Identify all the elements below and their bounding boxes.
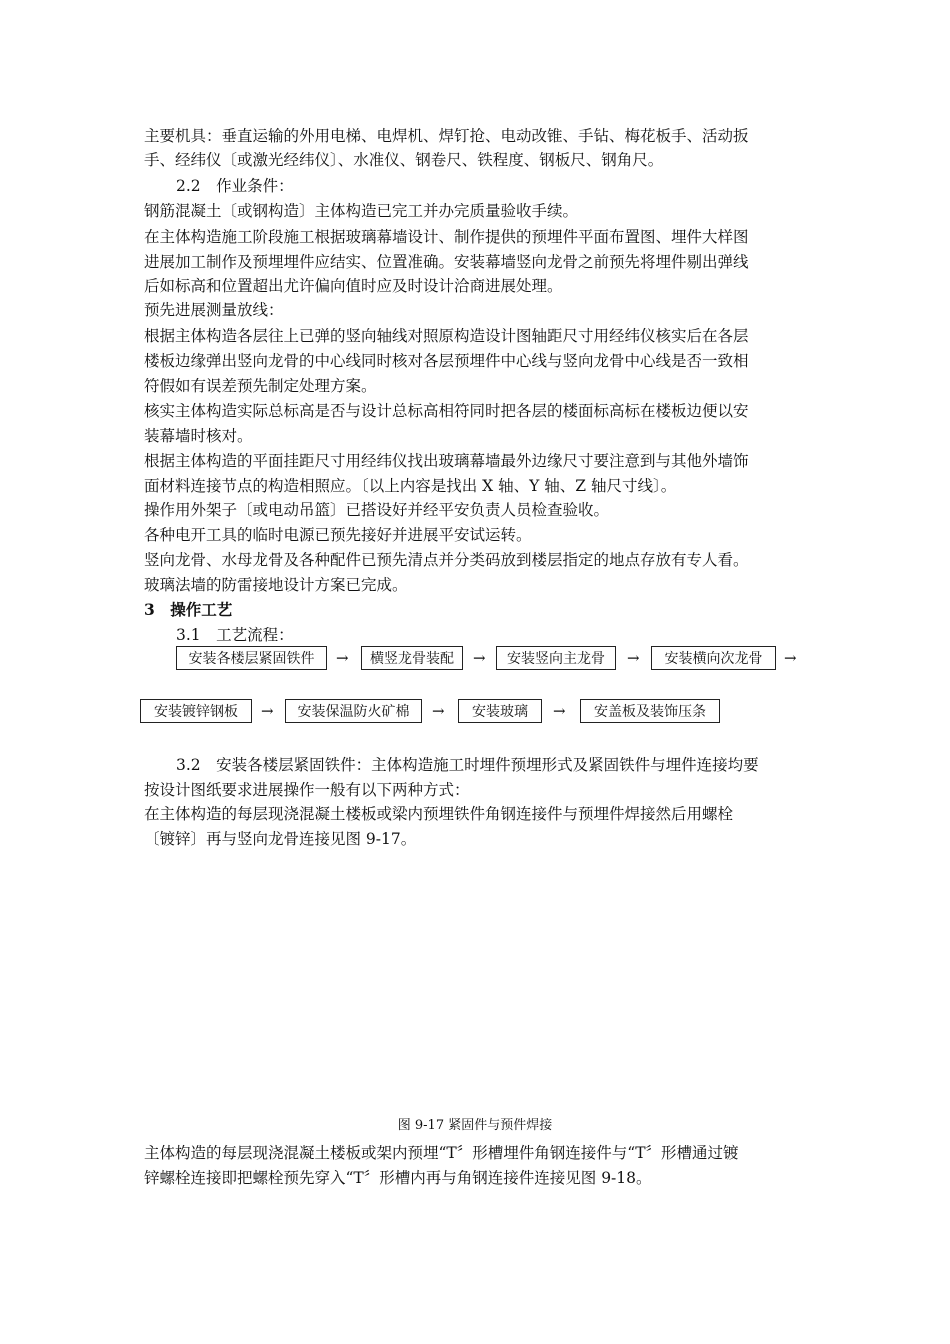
flow-arrow: → [432,702,445,720]
text-line: 锌螺栓连接即把螺栓预先穿入“T〞形槽内再与角钢连接件连接见图 9-18。 [144,1169,652,1187]
text-line: 各种电开工具的临时电源已预先接好并进展平安试运转。 [144,526,532,544]
text-line: 玻璃法墙的防雷接地设计方案已完成。 [144,576,408,594]
flow-step-box: 安装镀锌钢板 [140,699,252,723]
flow-arrow: → [473,649,486,667]
text-line: 手、经纬仪〔或激光经纬仪〕、水准仪、钢卷尺、铁程度、钢板尺、钢角尺。 [144,151,664,169]
flow-step-box: 安装保温防火矿棉 [285,699,422,723]
text-line: 主体构造的每层现浇混凝土楼板或架内预埋“T〞形槽埋件角钢连接件与“T〞形槽通过镀 [144,1144,739,1162]
text-line: 操作用外架子〔或电动吊篮〕已搭设好并经平安负责人员检查验收。 [144,501,610,519]
flow-step-box: 安装竖向主龙骨 [496,646,616,670]
figure-caption: 图 9-17 紧固件与预件焊接 [397,1118,553,1133]
flow-arrow: → [553,702,566,720]
text-line: 面材料连接节点的构造相照应。〔以上内容是找出 X 轴、Y 轴、Z 轴尺寸线〕。 [144,477,677,495]
flow-step-box: 安装各楼层紧固铁件 [176,646,327,670]
text-line: 装幕墙时核对。 [144,427,253,445]
text-line: 后如标高和位置超出尤许偏向值时应及时设计洽商进展处理。 [144,277,563,295]
section-heading: 2.2 作业条件： [176,177,294,195]
text-line: 根据主体构造的平面挂距尺寸用经纬仪找出玻璃幕墙最外边缘尺寸要注意到与其他外墙饰 [144,452,749,470]
section-heading: 3.1 工艺流程： [176,626,294,644]
flow-arrow: → [261,702,274,720]
text-line: 〔镀锌〕再与竖向龙骨连接见图 9-17。 [144,830,417,848]
text-line: 在主体构造的每层现浇混凝土楼板或梁内预埋铁件角钢连接件与预埋件焊接然后用螺栓 [144,805,734,823]
flow-arrow: → [784,649,797,667]
text-line: 核实主体构造实际总标高是否与设计总标高相符同时把各层的楼面标高标在楼板边便以安 [144,402,749,420]
text-line: 竖向龙骨、水母龙骨及各种配件已预先清点并分类码放到楼层指定的地点存放有专人看。 [144,551,749,569]
section-heading: 3 操作工艺 [144,600,233,619]
flow-step-box: 安装横向次龙骨 [651,646,776,670]
text-line: 在主体构造施工阶段施工根据玻璃幕墙设计、制作提供的预埋件平面布置图、埋件大样图 [144,228,749,246]
flow-arrow: → [336,649,349,667]
text-line: 预先进展测量放线： [144,301,284,319]
text-line: 符假如有误差预先制定处理方案。 [144,377,377,395]
text-line: 主要机具：垂直运输的外用电梯、电焊机、焊钉抢、电动改锥、手钻、梅花板手、活动扳 [144,127,749,145]
text-line: 按设计图纸要求进展操作一般有以下两种方式： [144,781,470,799]
flow-step-box: 安装玻璃 [458,699,542,723]
flow-step-box: 安盖板及装饰压条 [580,699,720,723]
text-line: 钢筋混凝土〔或钢构造〕主体构造已完工并办完质量验收手续。 [144,202,579,220]
text-line: 进展加工制作及预埋埋件应结实、位置准确。安装幕墙竖向龙骨之前预先将埋件剔出弹线 [144,253,749,271]
flow-arrow: → [627,649,640,667]
text-line: 根据主体构造各层往上已弹的竖向轴线对照原构造设计图轴距尺寸用经纬仪核实后在各层 [144,327,749,345]
flow-step-box: 横竖龙骨装配 [361,646,463,670]
section-heading: 3.2 安装各楼层紧固铁件：主体构造施工时埋件预埋形式及紧固铁件与埋件连接均要 [176,756,759,774]
text-line: 楼板边缘弹出竖向龙骨的中心线同时核对各层预埋件中心线与竖向龙骨中心线是否一致相 [144,352,749,370]
